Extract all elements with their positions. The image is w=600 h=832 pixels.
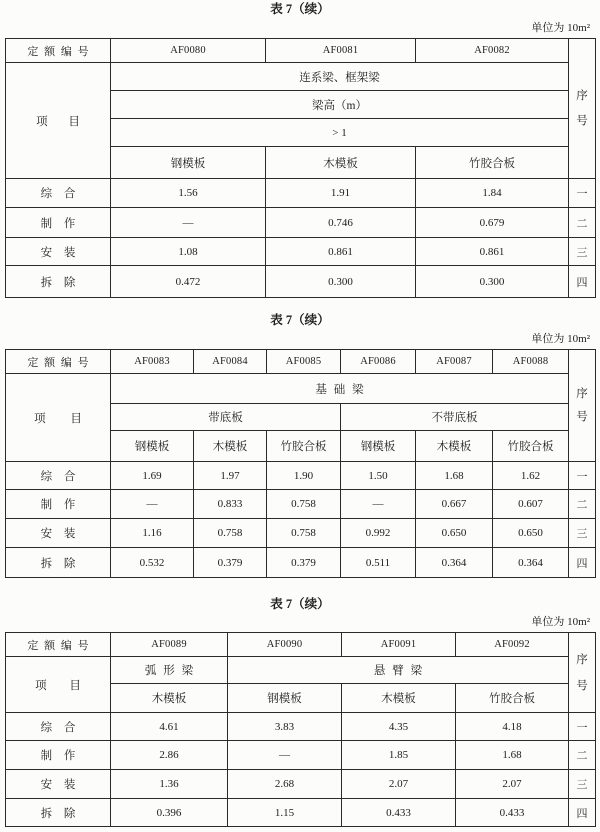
value-cell: 0.364 bbox=[493, 548, 569, 578]
quota-code: AF0089 bbox=[111, 633, 228, 657]
quota-code: AF0087 bbox=[416, 350, 493, 374]
value-cell: 1.16 bbox=[111, 519, 194, 548]
value-cell: 4.18 bbox=[456, 713, 569, 741]
material-header: 竹胶合板 bbox=[267, 431, 341, 462]
table-row bbox=[6, 462, 596, 490]
quota-code: AF0085 bbox=[267, 350, 341, 374]
sequence-number: 二 bbox=[569, 208, 596, 238]
quota-code: AF0083 bbox=[111, 350, 194, 374]
table-3-unit: 单位为 10m² bbox=[531, 616, 590, 628]
row-label: 综 合 bbox=[6, 179, 111, 208]
value-cell: 0.511 bbox=[341, 548, 416, 578]
sequence-number: 三 bbox=[569, 770, 596, 799]
row-label: 拆 除 bbox=[6, 548, 111, 578]
value-cell: 0.861 bbox=[266, 238, 416, 266]
table-row bbox=[6, 548, 596, 578]
sequence-number: 三 bbox=[569, 519, 596, 548]
material-header: 钢模板 bbox=[341, 431, 416, 462]
value-cell: 0.433 bbox=[342, 799, 456, 827]
value-cell: 0.667 bbox=[416, 490, 493, 519]
code-row bbox=[6, 39, 596, 63]
value-cell: 2.07 bbox=[342, 770, 456, 799]
material-header: 竹胶合板 bbox=[416, 147, 569, 179]
value-cell: 1.97 bbox=[194, 462, 267, 490]
beam-type: 弧 形 梁 bbox=[111, 657, 228, 684]
row-label: 安 装 bbox=[6, 238, 111, 266]
row-label: 综 合 bbox=[6, 713, 111, 741]
row-label: 制 作 bbox=[6, 741, 111, 770]
row-label: 制 作 bbox=[6, 208, 111, 238]
quota-code: AF0091 bbox=[342, 633, 456, 657]
value-cell: 0.300 bbox=[416, 266, 569, 298]
sequence-header bbox=[569, 633, 596, 713]
sub-type: 带底板 bbox=[111, 404, 341, 431]
value-cell: — bbox=[341, 490, 416, 519]
sequence-label: 序号 bbox=[576, 387, 588, 423]
row-label: 安 装 bbox=[6, 770, 111, 799]
table-1-title: 表 7（续） bbox=[270, 2, 330, 16]
value-cell: 1.68 bbox=[456, 741, 569, 770]
beam-type-row bbox=[6, 374, 596, 404]
material-header: 木模板 bbox=[111, 684, 228, 713]
value-cell: 0.532 bbox=[111, 548, 194, 578]
sub-type: 不带底板 bbox=[341, 404, 569, 431]
value-cell: 4.61 bbox=[111, 713, 228, 741]
table-2-title: 表 7（续） bbox=[270, 313, 330, 327]
table-row bbox=[6, 266, 596, 298]
table-3-title: 表 7（续） bbox=[270, 597, 330, 611]
row-label: 制 作 bbox=[6, 490, 111, 519]
quota-code: AF0081 bbox=[266, 39, 416, 63]
table-1-unit: 单位为 10m² bbox=[531, 22, 590, 34]
value-cell: 1.68 bbox=[416, 462, 493, 490]
row-label: 安 装 bbox=[6, 519, 111, 548]
value-cell: — bbox=[111, 490, 194, 519]
beam-type: 连系梁、框架梁 bbox=[111, 63, 569, 91]
beam-type: 悬 臂 梁 bbox=[228, 657, 569, 684]
table-row bbox=[6, 179, 596, 208]
value-cell: 0.364 bbox=[416, 548, 493, 578]
value-cell: 0.650 bbox=[493, 519, 569, 548]
value-cell: 4.35 bbox=[342, 713, 456, 741]
value-cell: 2.07 bbox=[456, 770, 569, 799]
sequence-number: 一 bbox=[569, 713, 596, 741]
table-row bbox=[6, 713, 596, 741]
sequence-number: 四 bbox=[569, 799, 596, 827]
table-row bbox=[6, 208, 596, 238]
quota-table-2 bbox=[5, 349, 596, 578]
value-cell: 0.758 bbox=[194, 519, 267, 548]
value-cell: 0.396 bbox=[111, 799, 228, 827]
sequence-number: 四 bbox=[569, 548, 596, 578]
item-label: 项 目 bbox=[6, 374, 111, 462]
sequence-header bbox=[569, 350, 596, 462]
row-label: 拆 除 bbox=[6, 799, 111, 827]
quota-code: AF0090 bbox=[228, 633, 342, 657]
value-cell: 1.90 bbox=[267, 462, 341, 490]
sequence-label: 序号 bbox=[576, 89, 588, 127]
value-cell: 0.607 bbox=[493, 490, 569, 519]
value-cell: 1.91 bbox=[266, 179, 416, 208]
value-cell: 0.861 bbox=[416, 238, 569, 266]
material-header: 木模板 bbox=[266, 147, 416, 179]
value-cell: 0.379 bbox=[267, 548, 341, 578]
value-cell: 1.08 bbox=[111, 238, 266, 266]
table-row bbox=[6, 741, 596, 770]
beam-height-value: > 1 bbox=[111, 119, 569, 147]
value-cell: 0.300 bbox=[266, 266, 416, 298]
beam-height-label: 梁高（m） bbox=[111, 91, 569, 119]
value-cell: 3.83 bbox=[228, 713, 342, 741]
code-row bbox=[6, 350, 596, 374]
sequence-header bbox=[569, 39, 596, 179]
quota-code: AF0088 bbox=[493, 350, 569, 374]
value-cell: 0.472 bbox=[111, 266, 266, 298]
sequence-number: 三 bbox=[569, 238, 596, 266]
quota-code-label: 定 额 编 号 bbox=[6, 633, 111, 657]
value-cell: 0.746 bbox=[266, 208, 416, 238]
material-header: 竹胶合板 bbox=[493, 431, 569, 462]
row-label: 综 合 bbox=[6, 462, 111, 490]
value-cell: 0.650 bbox=[416, 519, 493, 548]
table-2-unit: 单位为 10m² bbox=[531, 333, 590, 345]
code-row bbox=[6, 633, 596, 657]
row-label: 拆 除 bbox=[6, 266, 111, 298]
sequence-number: 一 bbox=[569, 462, 596, 490]
value-cell: 0.379 bbox=[194, 548, 267, 578]
material-header: 钢模板 bbox=[111, 431, 194, 462]
sequence-label: 序号 bbox=[576, 653, 588, 692]
quota-code: AF0084 bbox=[194, 350, 267, 374]
quota-table-3 bbox=[5, 632, 596, 827]
material-header: 木模板 bbox=[194, 431, 267, 462]
beam-type-row bbox=[6, 63, 596, 91]
sequence-number: 四 bbox=[569, 266, 596, 298]
table-row bbox=[6, 799, 596, 827]
value-cell: 1.56 bbox=[111, 179, 266, 208]
sequence-number: 二 bbox=[569, 490, 596, 519]
value-cell: 0.992 bbox=[341, 519, 416, 548]
value-cell: 1.15 bbox=[228, 799, 342, 827]
value-cell: 1.85 bbox=[342, 741, 456, 770]
quota-code-label: 定 额 编 号 bbox=[6, 350, 111, 374]
value-cell: 1.69 bbox=[111, 462, 194, 490]
value-cell: 1.50 bbox=[341, 462, 416, 490]
item-label: 项 目 bbox=[6, 63, 111, 179]
value-cell: 1.84 bbox=[416, 179, 569, 208]
quota-table-1 bbox=[5, 38, 596, 298]
table-row bbox=[6, 770, 596, 799]
value-cell: 2.86 bbox=[111, 741, 228, 770]
quota-code: AF0082 bbox=[416, 39, 569, 63]
value-cell: 1.62 bbox=[493, 462, 569, 490]
sequence-number: 一 bbox=[569, 179, 596, 208]
quota-code: AF0086 bbox=[341, 350, 416, 374]
item-label: 项 目 bbox=[6, 657, 111, 713]
material-header: 竹胶合板 bbox=[456, 684, 569, 713]
material-header: 木模板 bbox=[416, 431, 493, 462]
value-cell: — bbox=[111, 208, 266, 238]
table-row bbox=[6, 238, 596, 266]
value-cell: 0.833 bbox=[194, 490, 267, 519]
material-header: 钢模板 bbox=[111, 147, 266, 179]
table-row bbox=[6, 490, 596, 519]
beam-type-row bbox=[6, 657, 596, 684]
value-cell: 1.36 bbox=[111, 770, 228, 799]
material-header: 钢模板 bbox=[228, 684, 342, 713]
sequence-number: 二 bbox=[569, 741, 596, 770]
quota-code: AF0080 bbox=[111, 39, 266, 63]
value-cell: 0.758 bbox=[267, 490, 341, 519]
value-cell: 0.433 bbox=[456, 799, 569, 827]
quota-code: AF0092 bbox=[456, 633, 569, 657]
material-header: 木模板 bbox=[342, 684, 456, 713]
value-cell: — bbox=[228, 741, 342, 770]
value-cell: 0.758 bbox=[267, 519, 341, 548]
beam-type: 基 础 梁 bbox=[111, 374, 569, 404]
value-cell: 0.679 bbox=[416, 208, 569, 238]
quota-code-label: 定 额 编 号 bbox=[6, 39, 111, 63]
value-cell: 2.68 bbox=[228, 770, 342, 799]
table-row bbox=[6, 519, 596, 548]
